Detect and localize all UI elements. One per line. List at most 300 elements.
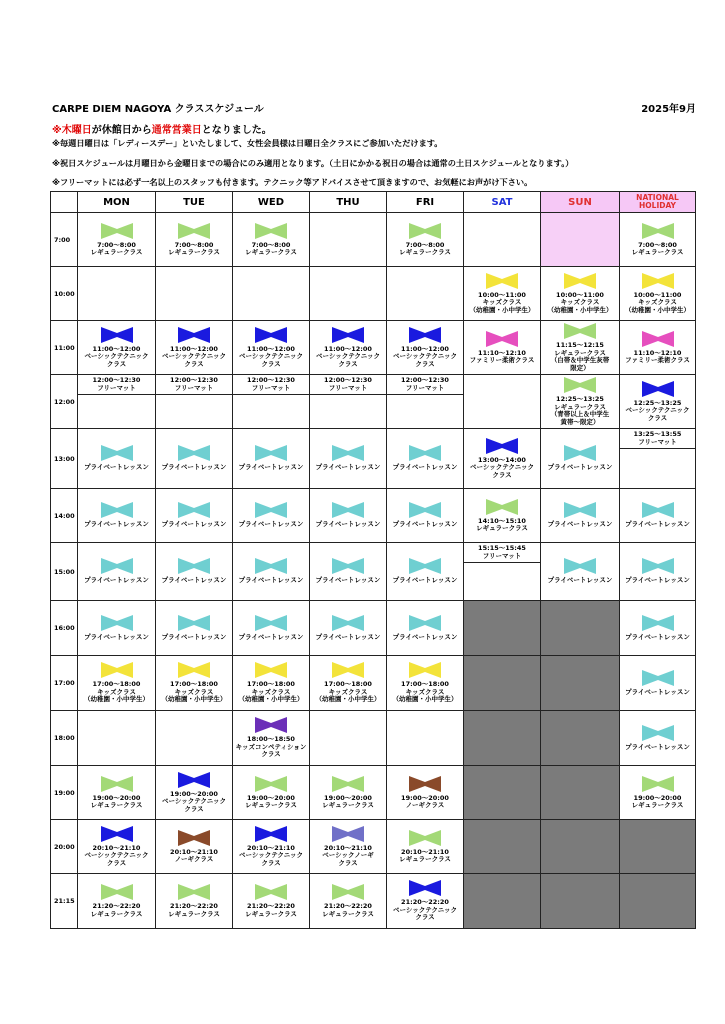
brown-bowtie-icon [409, 776, 441, 792]
schedule-cell [233, 213, 310, 267]
time-row [51, 267, 696, 321]
teal-bowtie-icon [409, 502, 441, 518]
schedule-cell [464, 429, 541, 489]
schedule-cell [78, 601, 156, 656]
teal-bowtie-icon [178, 445, 210, 461]
schedule-cell [78, 543, 156, 601]
schedule-cell [464, 489, 541, 543]
class-info [156, 681, 232, 704]
class-info [464, 292, 540, 315]
class-text: 12:00～12:30 [401, 376, 449, 384]
class-info [78, 464, 155, 472]
slate-bowtie-icon [332, 826, 364, 842]
class-text: 20:10～21:10 [401, 847, 449, 856]
notice-mark: ※ [52, 125, 62, 136]
class-text: 10:00～11:00 [633, 290, 682, 299]
schedule-cell [541, 489, 620, 543]
class-info [620, 431, 695, 446]
class-text: プライベートレッスン [315, 463, 381, 472]
class-text: 17:00～18:00 [247, 680, 295, 689]
time-row [51, 711, 696, 766]
class-text: ノーギクラス [174, 855, 214, 863]
yellow-bowtie-icon [409, 662, 441, 678]
teal-bowtie-icon [409, 558, 441, 574]
class-info [387, 899, 463, 922]
schedule-cell [620, 267, 696, 321]
class-info [541, 396, 619, 426]
class-text: クラス [261, 359, 281, 368]
class-info [541, 521, 619, 529]
class-text: 19:00～20:00 [92, 793, 141, 802]
schedule-cell [387, 601, 464, 656]
teal-bowtie-icon [255, 558, 287, 574]
time-row [51, 766, 696, 820]
class-text: キッズクラス [251, 687, 291, 696]
class-info [387, 849, 463, 864]
blue-bowtie-icon [409, 880, 441, 896]
class-text: レギュラークラス [399, 855, 451, 863]
teal-bowtie-icon [332, 502, 364, 518]
class-text: 11:15～12:15 [556, 341, 604, 349]
green-bowtie-icon [409, 223, 441, 239]
schedule-cell [78, 213, 156, 267]
teal-bowtie-icon [564, 445, 596, 461]
yellow-bowtie-icon [642, 273, 674, 289]
class-text: 20:10～21:10 [170, 847, 218, 856]
class-info [78, 634, 155, 642]
class-info [78, 903, 155, 918]
class-text: キッズクラス [328, 687, 368, 696]
time-label: 10:00 [51, 267, 78, 321]
class-info [233, 681, 309, 704]
class-text: プライベートレッスン [625, 742, 690, 751]
class-info [156, 346, 232, 369]
class-info [464, 518, 540, 533]
schedule-cell [233, 375, 310, 429]
class-text: ベーシックテクニック [392, 352, 458, 361]
schedule-cell [387, 543, 464, 601]
schedule-cell [233, 543, 310, 601]
class-info [310, 346, 386, 369]
class-text: ファミリー柔術クラス [625, 356, 690, 364]
class-text: プライベートレッスン [392, 463, 458, 472]
day-header-wed: WED [233, 192, 310, 213]
schedule-cell [541, 874, 620, 929]
class-text: プライベートレッスン [238, 463, 304, 472]
class-text: クラス [184, 804, 204, 813]
class-text: ファミリー柔術クラス [469, 356, 535, 364]
class-info [156, 903, 232, 918]
schedule-cell [310, 489, 387, 543]
blue-bowtie-icon [178, 327, 210, 343]
teal-bowtie-icon [332, 558, 364, 574]
schedule-cell [541, 766, 620, 820]
class-info [387, 795, 463, 810]
time-label: 15:00 [51, 543, 78, 601]
schedule-cell [620, 429, 696, 489]
schedule-cell [156, 429, 233, 489]
class-info [541, 464, 619, 472]
class-text: （青帯以上＆中学生 [550, 410, 610, 418]
day-header-fri: FRI [387, 192, 464, 213]
class-text: （幼稚園・小中学生） [547, 305, 613, 314]
class-info [387, 346, 463, 369]
class-text: ベーシックテクニック [392, 905, 458, 914]
class-text: ベーシックテクニック [625, 406, 690, 415]
schedule-cell [233, 711, 310, 766]
class-info [620, 795, 695, 810]
class-text: ベーシックテクニック [315, 352, 381, 361]
class-text: フリーマット [251, 383, 291, 392]
class-text: 12:00～12:30 [170, 376, 218, 384]
class-text: レギュラークラス [168, 909, 220, 918]
schedule-cell [620, 766, 696, 820]
time-row [51, 874, 696, 929]
teal-bowtie-icon [642, 502, 674, 518]
blue-bowtie-icon [642, 381, 674, 397]
class-text: 13:00～14:00 [478, 455, 526, 464]
class-text: キッズクラス [560, 298, 600, 307]
schedule-cell [464, 267, 541, 321]
class-text: （幼稚園・小中学生） [315, 695, 381, 704]
class-text: 12:00～12:30 [324, 376, 372, 384]
time-label: 14:00 [51, 489, 78, 543]
class-text: フリーマット [97, 383, 136, 392]
class-text: レギュラークラス [90, 801, 143, 809]
teal-bowtie-icon [409, 615, 441, 631]
class-text: クラス [261, 750, 281, 759]
class-text: 15:15～15:45 [478, 544, 526, 552]
schedule-cell [464, 321, 541, 375]
class-info [387, 521, 463, 529]
class-text: フリーマット [174, 383, 214, 392]
schedule-cell [310, 375, 387, 429]
class-text: 14:10～15:10 [478, 516, 526, 525]
class-info [78, 346, 155, 369]
class-info [620, 242, 695, 257]
time-label: 17:00 [51, 656, 78, 711]
yellow-bowtie-icon [178, 662, 210, 678]
class-text: クラス [415, 913, 435, 922]
class-info [310, 795, 386, 810]
class-text: キッズクラス [97, 687, 136, 696]
time-row [51, 321, 696, 375]
notice-holiday: ※祝日スケジュールは月曜日から金曜日までの場合にのみ適用となります。（土日にかかる祝日の場合は通常の土日スケジュールとなります。） [52, 158, 574, 168]
pink-bowtie-icon [642, 331, 674, 347]
schedule-cell [310, 213, 387, 267]
time-row [51, 429, 696, 489]
schedule-cell [78, 820, 156, 874]
class-info [156, 791, 232, 814]
schedule-cell [310, 321, 387, 375]
teal-bowtie-icon [642, 558, 674, 574]
class-info [233, 377, 309, 392]
green-bowtie-icon [255, 884, 287, 900]
class-text: プライベートレッスン [238, 632, 304, 641]
schedule-cell [156, 375, 233, 429]
class-text: プライベートレッスン [84, 463, 149, 472]
class-text: 12:25～13:25 [633, 398, 682, 407]
class-text: 7:00～8:00 [638, 240, 677, 249]
schedule-cell [541, 429, 620, 489]
time-label: 21:15 [51, 874, 78, 929]
blue-bowtie-icon [101, 826, 133, 842]
schedule-cell [156, 543, 233, 601]
class-text: 17:00～18:00 [92, 680, 141, 689]
time-label: 13:00 [51, 429, 78, 489]
class-info [620, 634, 695, 642]
class-text: プライベートレッスン [315, 576, 381, 585]
class-text: クラス [106, 359, 127, 368]
schedule-cell [310, 543, 387, 601]
class-info [387, 577, 463, 585]
class-info [387, 634, 463, 642]
schedule-cell [156, 711, 233, 766]
time-row [51, 601, 696, 656]
green-bowtie-icon [255, 776, 287, 792]
class-text: 11:00～12:00 [324, 344, 372, 353]
teal-bowtie-icon [178, 558, 210, 574]
schedule-cell [156, 489, 233, 543]
schedule-cell [233, 656, 310, 711]
teal-bowtie-icon [564, 558, 596, 574]
class-text: 17:00～18:00 [170, 680, 218, 689]
class-text: 11:00～12:00 [247, 344, 295, 353]
class-text: 20:10～21:10 [247, 843, 295, 852]
schedule-cell [78, 489, 156, 543]
class-text: 20:10～21:10 [324, 843, 372, 852]
teal-bowtie-icon [332, 615, 364, 631]
day-header-mon: MON [78, 192, 156, 213]
class-text: フリーマット [328, 383, 368, 392]
class-text: プライベートレッスン [547, 576, 613, 585]
notice-highlight: 木曜日 [61, 125, 92, 136]
class-info [464, 545, 540, 560]
day-header-sat: SAT [464, 192, 541, 213]
class-text: ベーシックテクニック [161, 352, 227, 361]
schedule-cell [233, 601, 310, 656]
class-text: 17:00～18:00 [324, 680, 372, 689]
class-text: クラス [338, 858, 358, 867]
class-text: クラス [261, 858, 281, 867]
class-info [310, 845, 386, 868]
class-info [233, 346, 309, 369]
schedule-cell [620, 213, 696, 267]
yellow-bowtie-icon [255, 662, 287, 678]
class-text: レギュラークラス [168, 248, 220, 256]
schedule-cell [620, 711, 696, 766]
schedule-cell [541, 375, 620, 429]
blue-bowtie-icon [332, 327, 364, 343]
class-text: 11:00～12:00 [92, 344, 141, 353]
class-text: プライベートレッスン [161, 463, 227, 472]
class-info [310, 377, 386, 392]
schedule-cell [233, 766, 310, 820]
green-bowtie-icon [642, 223, 674, 239]
schedule-cell [620, 874, 696, 929]
yellow-bowtie-icon [101, 662, 133, 678]
class-text: フリーマット [405, 383, 445, 392]
schedule-cell [464, 375, 541, 429]
class-info [620, 689, 695, 697]
class-text: クラス [106, 858, 127, 867]
schedule-cell [541, 820, 620, 874]
class-text: レギュラークラス [554, 402, 606, 411]
schedule-cell [78, 711, 156, 766]
green-bowtie-icon [332, 776, 364, 792]
class-text: 21:20～22:20 [401, 898, 449, 907]
class-info [541, 342, 619, 372]
schedule-cell [78, 321, 156, 375]
schedule-cell [156, 766, 233, 820]
notice-thursday [52, 121, 272, 136]
teal-bowtie-icon [255, 445, 287, 461]
class-text: 21:20～22:20 [92, 902, 141, 910]
class-text: プライベートレッスン [625, 576, 690, 585]
class-text: ベーシックノーギ [322, 851, 374, 860]
time-label: 12:00 [51, 375, 78, 429]
class-text: プライベートレッスン [315, 632, 381, 641]
teal-bowtie-icon [101, 502, 133, 518]
schedule-cell [464, 213, 541, 267]
schedule-cell [78, 267, 156, 321]
class-info [156, 521, 232, 529]
brown-bowtie-icon [178, 830, 210, 846]
schedule-cell [387, 489, 464, 543]
teal-bowtie-icon [642, 615, 674, 631]
class-text: 11:00～12:00 [401, 344, 449, 353]
teal-bowtie-icon [255, 615, 287, 631]
teal-bowtie-icon [178, 615, 210, 631]
class-info [310, 903, 386, 918]
class-text: 10:00～11:00 [556, 290, 604, 299]
teal-bowtie-icon [409, 445, 441, 461]
green-bowtie-icon [564, 323, 596, 339]
class-text: レギュラークラス [322, 801, 374, 809]
class-text: フリーマット [638, 437, 677, 446]
teal-bowtie-icon [642, 725, 674, 741]
schedule-cell [541, 213, 620, 267]
class-info [310, 577, 386, 585]
class-text: キッズクラス [482, 298, 522, 307]
blue-bowtie-icon [486, 438, 518, 454]
class-text: 11:10～12:10 [478, 348, 526, 357]
class-info [233, 521, 309, 529]
schedule-cell [387, 711, 464, 766]
yellow-bowtie-icon [332, 662, 364, 678]
class-text: 10:00～11:00 [478, 290, 526, 299]
schedule-cell [78, 429, 156, 489]
schedule-cell [464, 711, 541, 766]
day-header-tue: TUE [156, 192, 233, 213]
schedule-cell [541, 321, 620, 375]
class-info [233, 577, 309, 585]
class-info [156, 464, 232, 472]
class-info [541, 292, 619, 315]
schedule-cell [541, 711, 620, 766]
class-text: （幼稚園・小中学生） [469, 305, 535, 314]
schedule-cell [387, 213, 464, 267]
class-text: レギュラークラス [90, 909, 143, 918]
time-label: 11:00 [51, 321, 78, 375]
time-row [51, 375, 696, 429]
class-text: 11:10～12:10 [633, 348, 682, 357]
schedule-cell [620, 543, 696, 601]
schedule-cell [310, 429, 387, 489]
class-text: 限定） [570, 363, 590, 372]
schedule-month: 2025年9月 [641, 104, 696, 115]
class-text: 12:25～13:25 [556, 395, 604, 403]
class-text: ベーシックテクニック [84, 851, 149, 860]
class-info [78, 845, 155, 868]
green-bowtie-icon [409, 830, 441, 846]
time-row [51, 820, 696, 874]
class-text: （白帯＆中学生灰帯 [550, 356, 610, 364]
class-info [233, 634, 309, 642]
class-info [620, 521, 695, 529]
yellow-bowtie-icon [486, 273, 518, 289]
schedule-cell [156, 656, 233, 711]
class-info [620, 350, 695, 365]
class-text: キッズコンペティション [235, 742, 307, 751]
teal-bowtie-icon [564, 502, 596, 518]
class-text: （幼稚園・小中学生） [161, 695, 227, 704]
schedule-cell [541, 543, 620, 601]
time-label: 7:00 [51, 213, 78, 267]
class-text: （幼稚園・小中学生） [392, 695, 458, 704]
class-text: プライベートレッスン [392, 632, 458, 641]
schedule-table [50, 191, 696, 929]
class-text: 7:00～8:00 [174, 240, 214, 249]
class-text: 12:00～12:30 [92, 376, 141, 384]
green-bowtie-icon [332, 884, 364, 900]
schedule-cell [233, 321, 310, 375]
schedule-cell [620, 489, 696, 543]
blue-bowtie-icon [178, 772, 210, 788]
schedule-cell [387, 429, 464, 489]
day-header-row [51, 192, 696, 213]
teal-bowtie-icon [642, 670, 674, 686]
class-text: 11:00～12:00 [170, 344, 218, 353]
class-text: クラス [184, 359, 204, 368]
class-text: レギュラークラス [631, 248, 684, 256]
class-info [233, 795, 309, 810]
day-header-sun: SUN [541, 192, 620, 213]
day-header-holiday: NATIONAL HOLIDAY [620, 192, 696, 213]
notice-free-mat: ※フリーマットには必ず一名以上のスタッフも付きます。テクニック等アドバイスさせて頂きますので、お気軽にお声がけ下さい。 [52, 177, 533, 187]
schedule-cell [464, 601, 541, 656]
teal-bowtie-icon [101, 558, 133, 574]
green-bowtie-icon [642, 776, 674, 792]
class-text: （幼稚園・小中学生） [238, 695, 304, 704]
class-info [387, 377, 463, 392]
schedule-cell [156, 267, 233, 321]
class-text: 黄帯～限定） [560, 417, 600, 426]
class-text: 21:20～22:20 [170, 902, 218, 910]
class-text: レギュラークラス [245, 801, 297, 809]
class-text: 7:00～8:00 [97, 240, 136, 249]
class-info [464, 457, 540, 480]
class-text: 7:00～8:00 [405, 240, 445, 249]
class-text: 19:00～20:00 [401, 793, 449, 802]
schedule-cell [620, 820, 696, 874]
class-info [156, 242, 232, 257]
class-text: （幼稚園・小中学生） [625, 305, 690, 314]
class-info [78, 577, 155, 585]
class-text: レギュラークラス [554, 348, 606, 357]
schedule-cell [233, 820, 310, 874]
schedule-cell [620, 656, 696, 711]
